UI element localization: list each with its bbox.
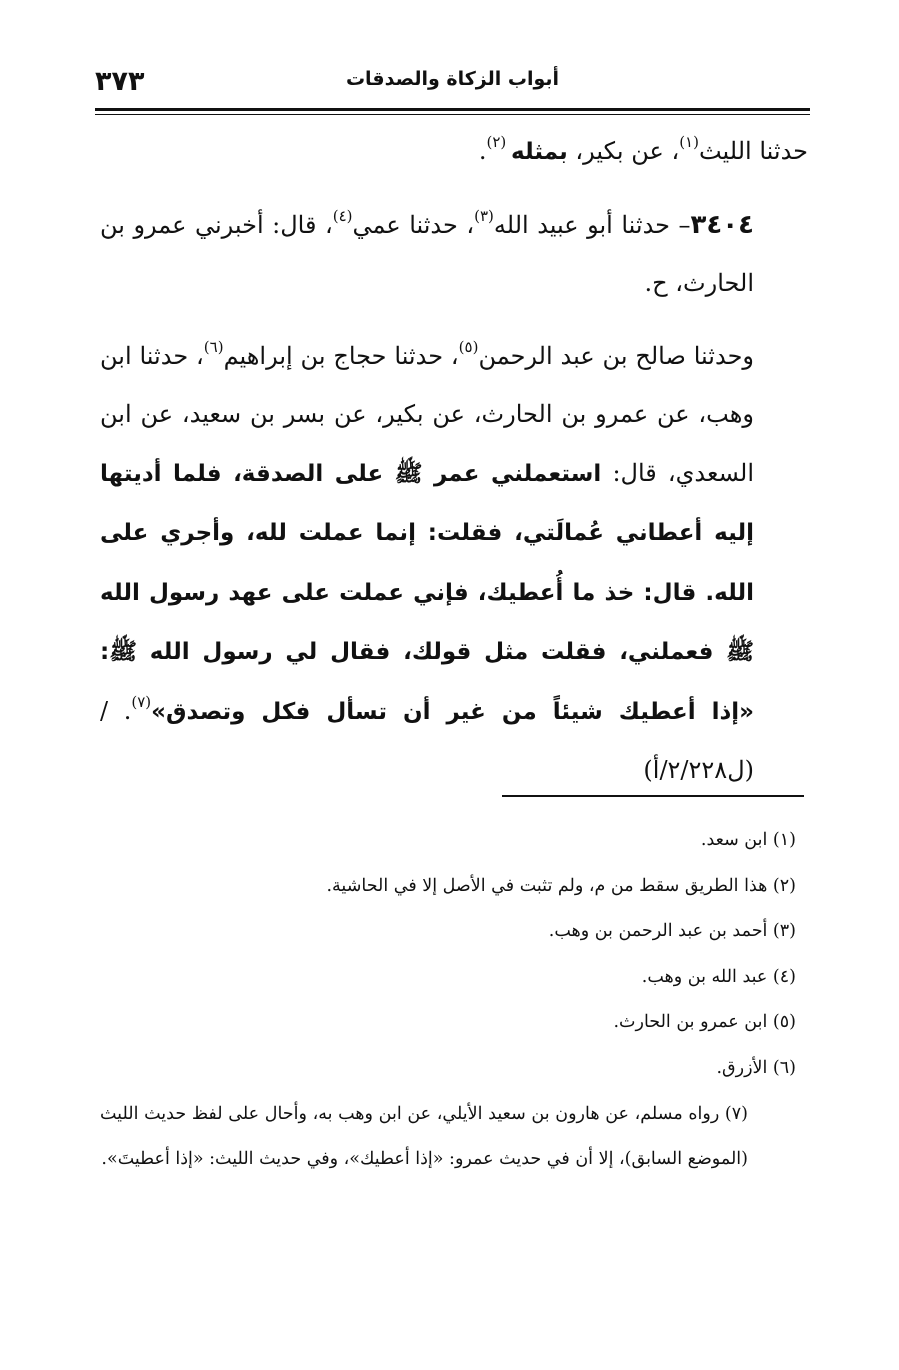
header-rule: [95, 108, 810, 115]
footnote-2: (٢) هذا الطريق سقط من م، ولم تثبت في الأصل إلا في الحاشية.: [326, 875, 796, 896]
footnote-ref-1: (١): [679, 133, 699, 151]
page-number: ٣٧٣: [95, 66, 145, 97]
text: . / (ل٢/٢٢٨/أ): [100, 696, 754, 784]
page-header: [95, 56, 810, 104]
footnote-7: (٧) رواه مسلم، عن هارون بن سعيد الأيلي، عن ابن وهب به، وأحال على لفظ حديث الليث (الموضع السابق)، إلا أن في حديث عمرو: «إذا أعطيك»، وفي حديث الليث: «إذا أعطيتَ».: [100, 1103, 748, 1170]
text: ، قال: أخبرني عمرو بن الحارث، ح.: [100, 210, 754, 297]
text: ، عن بكير،: [567, 137, 680, 165]
bold-text: بمثله: [511, 139, 568, 165]
footnote-rule: [502, 795, 804, 797]
bold-hadith-text: استعملني عمر ﷺ على الصدقة، فلما أديتها إليه أعطاني عُمالَتي، فقلت: إنما عملت لله، وأجري على الله. قال: خذ ما أُعطيك، فإني عملت على عهد رسول الله ﷺ فعملني، فقلت مثل قولك، فقال لي رسول الله ﷺ: «إذا أعطيك شيئاً من غير أن تسأل فكل وتصدق»: [100, 460, 754, 725]
text: ، حدثنا ابن وهب، عن عمرو بن الحارث، عن بكير، عن بسر بن سعيد، عن ابن السعدي، قال:: [100, 341, 754, 487]
text: – حدثنا أبو عبيد الله: [493, 210, 691, 239]
footnote-ref-3: (٣): [474, 206, 494, 225]
footnotes: [100, 818, 796, 1183]
paragraph-3: [100, 327, 808, 800]
text: ، حدثنا عمي: [352, 210, 475, 239]
footnote-5: (٥) ابن عمرو بن الحارث.: [613, 1012, 796, 1033]
footnote-4: (٤) عبد الله بن وهب.: [641, 966, 796, 987]
paragraph-hadith-3404: [100, 196, 808, 313]
footnote-ref-6: (٦): [203, 337, 224, 356]
footnote-1: (١) ابن سعد.: [700, 830, 796, 850]
footnote-ref-2: (٢): [486, 133, 512, 151]
paragraph-1: [100, 122, 808, 182]
footnote-ref-5: (٥): [458, 337, 479, 356]
footnote-ref-7: (٧): [131, 692, 152, 711]
text: .: [478, 137, 487, 165]
main-text: [100, 122, 808, 800]
hadith-number: ٣٤٠٤: [690, 209, 755, 240]
text: ، حدثنا حجاج بن إبراهيم: [223, 341, 459, 370]
footnote-3: (٣) أحمد بن عبد الرحمن بن وهب.: [548, 921, 796, 942]
footnote-6: (٦) الأزرق.: [716, 1057, 796, 1078]
running-title: أبواب الزكاة والصدقات: [345, 68, 560, 90]
text: حدثنا الليث: [698, 137, 808, 165]
footnote-ref-4: (٤): [332, 206, 353, 225]
text: وحدثنا صالح بن عبد الرحمن: [478, 341, 754, 370]
